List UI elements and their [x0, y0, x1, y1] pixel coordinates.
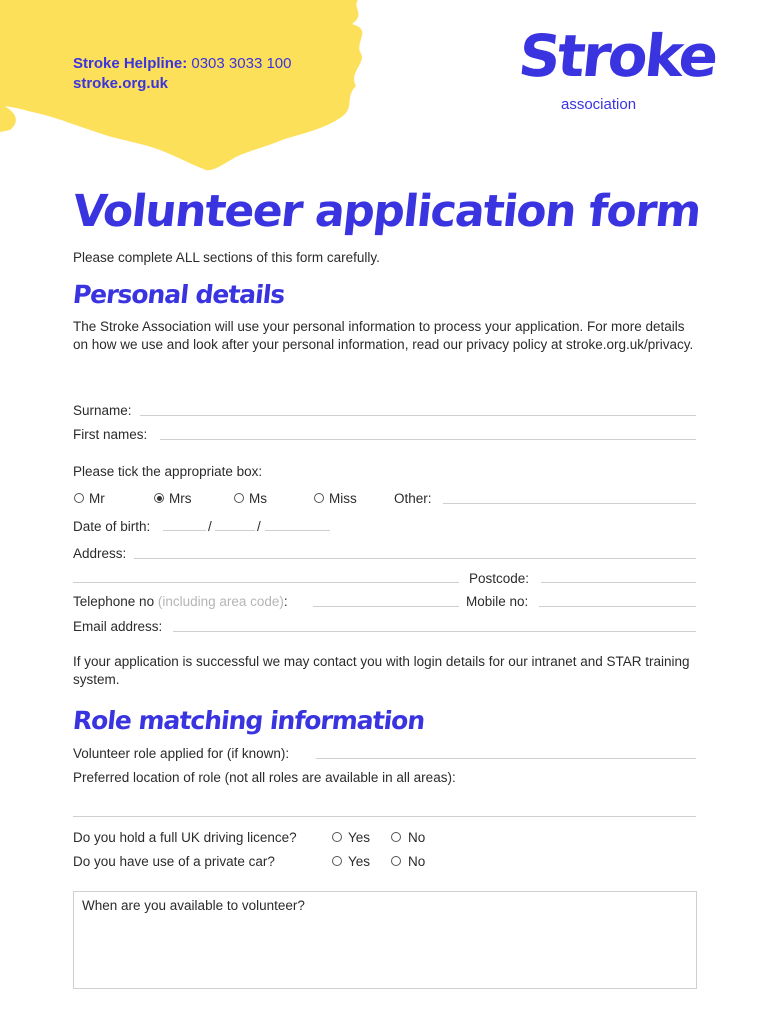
role-matching-heading: Role matching information	[71, 706, 426, 735]
title-mrs-label: Mrs	[169, 491, 192, 506]
title-mr-radio[interactable]	[74, 493, 84, 503]
logo-subtitle: association	[561, 96, 637, 113]
login-info-text: If your application is successful we may contact you with login details for our intranet and STAR training system.	[73, 654, 690, 687]
address-field-line2[interactable]	[73, 582, 459, 583]
page-title: Volunteer application form	[70, 186, 703, 237]
telephone-hint: (including area code)	[157, 594, 284, 609]
postcode-label: Postcode:	[469, 571, 530, 586]
title-ms-label: Ms	[249, 491, 267, 506]
car-yes-label: Yes	[348, 854, 371, 869]
privacy-text: The Stroke Association will use your personal information to process your application. For more details on how we use and look after your personal information, read our privacy policy at stroke.org.uk/privacy.	[73, 319, 694, 352]
dob-year-field[interactable]	[265, 530, 330, 531]
email-field[interactable]	[173, 631, 696, 632]
logo-wordmark: Stroke	[515, 22, 719, 90]
licence-yes-radio[interactable]	[332, 832, 342, 842]
car-no-label: No	[408, 854, 426, 869]
telephone-field[interactable]	[313, 606, 459, 607]
first-names-label: First names:	[73, 427, 148, 442]
volunteer-role-label: Volunteer role applied for (if known):	[73, 746, 290, 761]
licence-no-label: No	[408, 830, 426, 845]
dob-separator: /	[208, 519, 212, 534]
car-no-radio[interactable]	[391, 856, 401, 866]
dob-separator: /	[257, 519, 261, 534]
dob-label: Date of birth:	[73, 519, 151, 534]
address-field-line1[interactable]	[134, 558, 696, 559]
licence-no-radio[interactable]	[391, 832, 401, 842]
website-link[interactable]: stroke.org.uk	[73, 75, 169, 92]
title-mr-label: Mr	[89, 491, 105, 506]
title-mrs-radio[interactable]	[154, 493, 164, 503]
telephone-label	[73, 593, 288, 611]
helpline-block	[73, 54, 291, 94]
other-title-label: Other:	[394, 491, 432, 506]
helpline-number[interactable]: 0303 3033 100	[191, 55, 292, 72]
dob-day-field[interactable]	[163, 530, 206, 531]
title-miss-label: Miss	[329, 491, 357, 506]
address-label: Address:	[73, 546, 127, 561]
tick-instruction: Please tick the appropriate box:	[73, 464, 263, 479]
surname-label: Surname:	[73, 403, 132, 418]
title-miss-radio[interactable]	[314, 493, 324, 503]
preferred-location-label: Preferred location of role (not all roles are available in all areas):	[73, 770, 456, 785]
other-title-field[interactable]	[443, 503, 696, 504]
intro-text: Please complete ALL sections of this form carefully.	[73, 250, 380, 265]
availability-label: When are you available to volunteer?	[82, 898, 305, 913]
licence-yes-label: Yes	[348, 830, 371, 845]
private-car-question: Do you have use of a private car?	[73, 854, 275, 869]
title-ms-radio[interactable]	[234, 493, 244, 503]
mobile-label: Mobile no:	[466, 594, 529, 609]
dob-month-field[interactable]	[215, 530, 255, 531]
car-yes-radio[interactable]	[332, 856, 342, 866]
telephone-label-text: Telephone no	[73, 594, 155, 609]
telephone-colon: :	[283, 594, 288, 609]
availability-textarea[interactable]	[73, 891, 697, 989]
mobile-field[interactable]	[539, 606, 696, 607]
driving-licence-question: Do you hold a full UK driving licence?	[73, 830, 297, 845]
postcode-field[interactable]	[541, 582, 696, 583]
preferred-location-field[interactable]	[73, 816, 696, 817]
helpline-label: Stroke Helpline:	[73, 55, 188, 72]
surname-field[interactable]	[140, 415, 696, 416]
first-names-field[interactable]	[160, 439, 696, 440]
stroke-association-logo	[515, 22, 719, 122]
personal-details-heading: Personal details	[71, 280, 286, 309]
email-label: Email address:	[73, 619, 163, 634]
volunteer-role-field[interactable]	[316, 758, 696, 759]
yellow-brush-splash	[0, 0, 400, 200]
